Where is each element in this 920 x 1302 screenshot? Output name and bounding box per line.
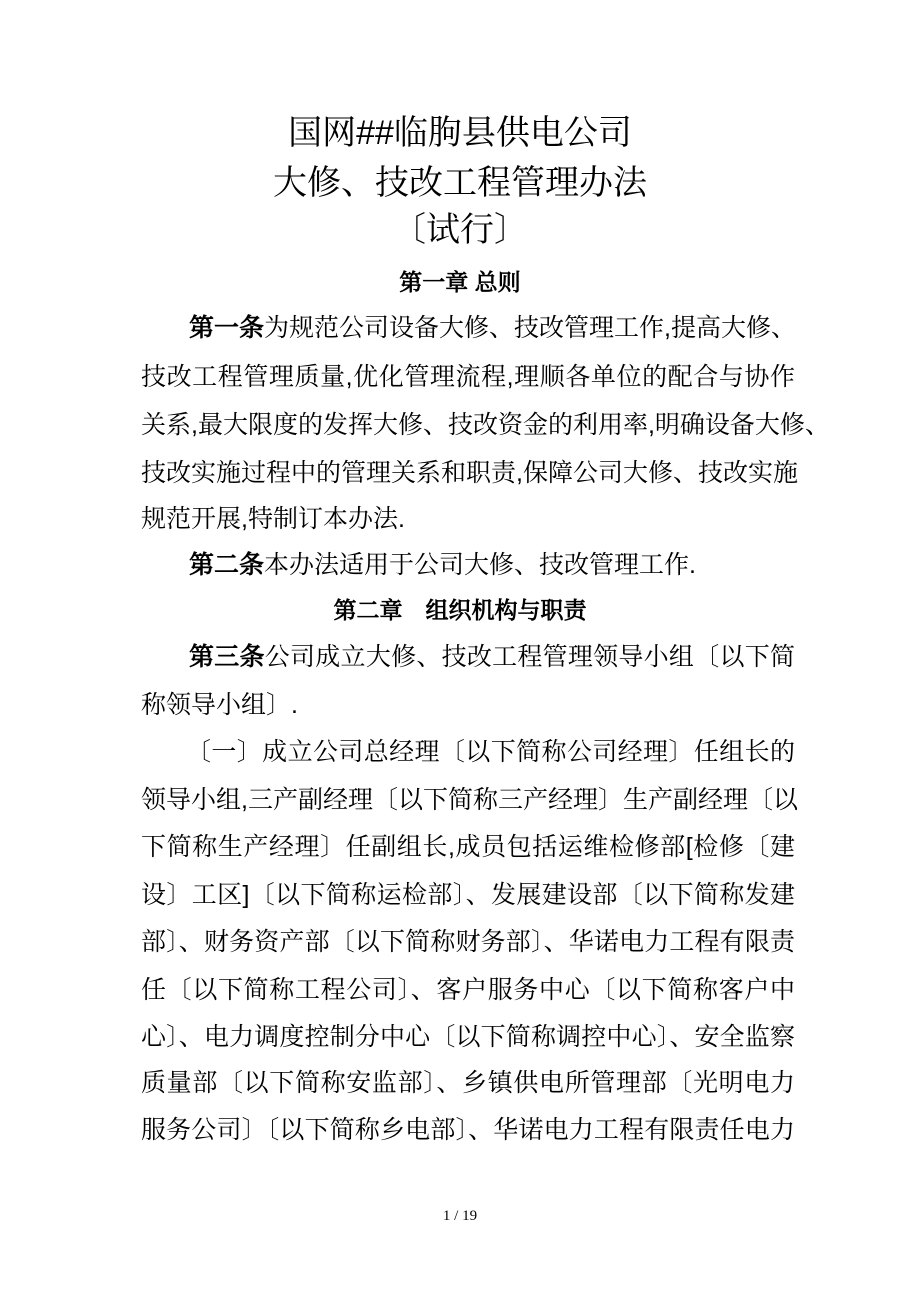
item1-line: 领导小组,三产副经理〔以下简称三产经理〕生产副经理〔以 (141, 786, 798, 814)
article1-text: 为规范公司设备大修、技改管理工作,提高大修、 (264, 314, 796, 342)
item1-line: 服务公司〕〔以下简称乡电部〕、华诺电力工程有限责任电力 (141, 1116, 795, 1144)
article1-line: 关系,最大限度的发挥大修、技改资金的利用率,明确设备大修、 (141, 411, 830, 439)
article3-line: 称领导小组〕. (141, 691, 298, 719)
article2-label: 第二条 (189, 551, 265, 579)
item1-line: 质量部〔以下简称安监部〕、乡镇供电所管理部〔光明电力 (141, 1069, 795, 1097)
article3-line (189, 641, 795, 673)
doc-title-line1: 国网##临朐县供电公司 (288, 114, 632, 152)
doc-title-line2: 大修、技改工程管理办法 (273, 164, 647, 202)
article2-line (189, 549, 795, 581)
item1-line: 下简称生产经理〕任副组长,成员包括运维检修部[检修〔建 (141, 833, 795, 861)
doc-title-line3: 〔试行〕 (392, 211, 528, 249)
article1-label: 第一条 (189, 314, 265, 342)
item1-line: 设〕工区]〔以下简称运检部〕、发展建设部〔以下简称发建 (141, 881, 795, 909)
article3-label: 第三条 (189, 643, 265, 671)
item1-line: 〔一〕成立公司总经理〔以下简称公司经理〕任组长的 (186, 738, 795, 766)
item1-line: 任〔以下简称工程公司〕、客户服务中心〔以下简称客户中 (141, 976, 795, 1004)
item1-line: 心〕、电力调度控制分中心〔以下简称调控中心〕、安全监察 (141, 1023, 795, 1051)
item1-line: 部〕、财务资产部〔以下简称财务部〕、华诺电力工程有限责 (141, 928, 795, 956)
article1-line: 规范开展,特制订本办法. (141, 505, 405, 533)
chapter1-heading: 第一章 总则 (399, 269, 521, 295)
chapter2-heading: 第二章 组织机构与职责 (333, 597, 587, 623)
article1-line (189, 312, 795, 344)
article2-text: 本办法适用于公司大修、技改管理工作. (264, 551, 696, 579)
page-number: 1 / 19 (442, 1208, 478, 1224)
article1-line: 技改实施过程中的管理关系和职责,保障公司大修、技改实施 (141, 459, 798, 487)
article1-line: 技改工程管理质量,优化管理流程,理顺各单位的配合与协作 (141, 363, 795, 391)
article3-text: 公司成立大修、技改工程管理领导小组〔以下简 (264, 643, 795, 671)
